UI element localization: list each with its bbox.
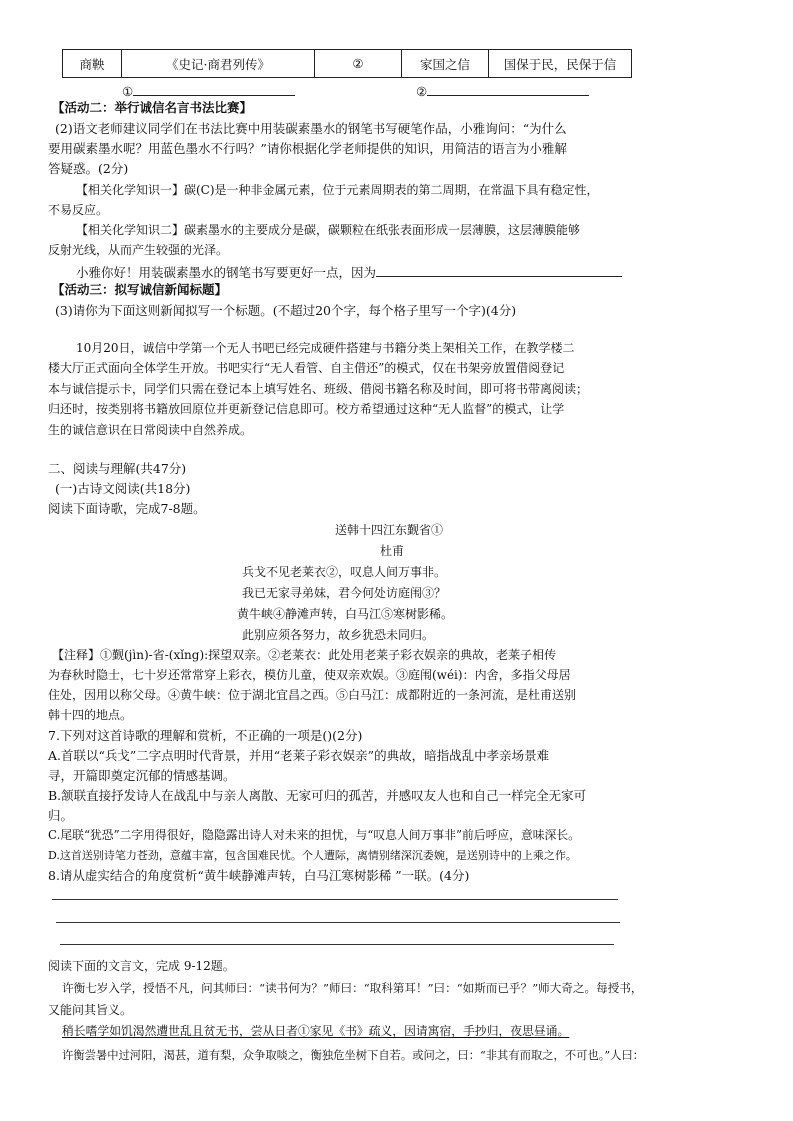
notes-line: 【注释】①觐(jìn)-省-(xǐng):探望双亲。②老莱衣：此处用老莱子彩衣娱亲的典故，老莱子相传: [52, 648, 557, 662]
q2-text: 答疑惑。(2分): [48, 161, 129, 176]
q7-option-d[interactable]: D.这首送别诗笔力苍劲，意蕴丰富，包含国难民忧。个人遭际，离情别绪深沉委婉，是送别诗中的上乘之作。: [48, 849, 577, 862]
prose-intro: 阅读下面的文言文，完成 9-12题。: [48, 959, 235, 973]
poem-line: 黄牛峡④静滩声转，白马江⑤寒树影稀。: [237, 607, 454, 621]
activity3-heading: 【活动三：拟写诚信新闻标题】: [52, 282, 228, 297]
q2-text: (2)语文老师建议同学们在书法比赛中用装碳素墨水的钢笔书写硬笔作品，小雅询问：“为什么: [55, 121, 567, 136]
news-line: 生的诚信意识在日常阅读中自然养成。: [48, 423, 253, 437]
blank-2[interactable]: [416, 83, 589, 99]
q7-text: 7.下列对这首诗歌的理解和赏析，不正确的一项是()(2分): [48, 728, 363, 743]
poem-title: 送韩十四江东觐省①: [335, 523, 444, 537]
notes-line: 为春秋时隐士，七十岁还常常穿上彩衣，模仿儿童，使双亲欢娱。③庭闱(wéi)：内舍，多指父母居: [48, 668, 571, 682]
knowledge-2: 【相关化学知识二】碳素墨水的主要成分是碳，碳颗粒在纸张表面形成一层薄膜，这层薄膜能够: [76, 223, 581, 237]
prose-underlined-sentence: 稍长嗜学如饥渴然遭世乱且贫无书，尝从日者①家见《书》疏义，因请寓宿，手抄归，夜思昼诵。: [62, 1024, 570, 1038]
table-cell: 国保于民，民保于信: [489, 50, 632, 78]
q7-option-c[interactable]: C.尾联“犹恐”二字用得很好，隐隐露出诗人对未来的担忧，与“叹息人间万事非”前后呼应，意味深长。: [48, 828, 580, 842]
poem-intro: 阅读下面诗歌，完成7-8题。: [48, 501, 206, 516]
section-heading: 二、阅读与理解(共47分): [48, 461, 187, 476]
table-cell: ②: [315, 50, 402, 78]
q2-text: 要用碳素墨水呢？用蓝色墨水不行吗？”请你根据化学老师提供的知识，用简洁的语言为小雅解: [48, 141, 567, 156]
info-table: [62, 49, 632, 78]
answer-rule[interactable]: [60, 944, 614, 945]
q7-option-a-cont: 寻，开篇即奠定沉郁的情感基调。: [48, 768, 236, 783]
subsection-heading: (一)古诗文阅读(共18分): [55, 481, 191, 496]
knowledge-1: 【相关化学知识一】碳(C)是一种非金属元素，位于元素周期表的第二周期，在常温下具有稳定性，: [76, 183, 599, 197]
q7-option-a[interactable]: A.首联以“兵戈”二字点明时代背景，并用“老莱子彩衣娱亲”的典故，暗指战乱中孝亲场景难: [48, 748, 550, 763]
news-line: 归还时，按类别将书籍放回原位并更新登记信息即可。校方希望通过这种“无人监督”的模式，让学: [48, 402, 565, 416]
answer-rule[interactable]: [56, 922, 620, 923]
blank-label: ②: [416, 84, 428, 99]
blank-label: ①: [122, 84, 134, 99]
notes-line: 韩十四的地点。: [48, 708, 133, 722]
table-cell: 家国之信: [402, 50, 489, 78]
prose-line: 又能问其旨义。: [48, 1003, 133, 1017]
poem-line: 我已无家寻弟妹，君今何处访庭闱③？: [242, 586, 447, 600]
news-line: 楼大厅正式面向全体学生开放。书吧实行“无人看管、自主借还”的模式，仅在书架旁放置借阅登记: [48, 361, 565, 375]
answer-rule[interactable]: [52, 899, 618, 900]
q8-text: 8.请从虚实结合的角度赏析“黄牛峡静滩声转，白马江寒树影稀 ”一联。(4分): [48, 868, 470, 883]
notes-line: 住处，因用以称父母。④黄牛峡：位于湖北宜昌之西。⑤白马江：成都附近的一条河流，是杜甫送别: [48, 688, 577, 702]
knowledge-2: 反射光线，从而产生较强的光泽。: [48, 243, 229, 257]
news-line: 10月20日，诚信中学第一个无人书吧已经完成硬件搭建与书籍分类上架相关工作，在教学楼二: [76, 341, 575, 355]
table-cell: 《史记·商君列传》: [122, 50, 315, 78]
poem-line: 此别应须各努力，故乡犹恐未同归。: [242, 628, 435, 642]
answer-prefix: 小雅你好！用装碳素墨水的钢笔书写要更好一点，因为: [76, 265, 377, 280]
table-row: [63, 50, 632, 78]
q7-option-b-cont: 归。: [48, 808, 74, 823]
activity2-heading: 【活动二：举行诚信名言书法比赛】: [52, 100, 253, 115]
answer-line[interactable]: [76, 264, 622, 280]
table-cell: 商鞅: [63, 50, 122, 78]
poem-author: 杜甫: [380, 544, 405, 558]
news-line: 本与诚信提示卡，同学们只需在登记本上填写姓名、班级、借阅书籍名称及时间，即可将书带离阅读；: [48, 382, 589, 396]
poem-line: 兵戈不见老莱衣②，叹息人间万事非。: [242, 565, 447, 579]
prose-line: 许衡尝暑中过河阳，渴甚，道有梨，众争取啖之，衡独危坐树下自若。或问之，曰：“非其有而取之，不可也。”人曰：: [62, 1049, 645, 1062]
q3-text: (3)请你为下面这则新闻拟写一个标题。(不超过20个字，每个格子里写一个字)(4分): [55, 303, 517, 318]
q7-option-b[interactable]: B.颔联直接抒发诗人在战乱中与亲人离散、无家可归的孤苦，并感叹友人也和自己一样完全无家可: [48, 788, 587, 803]
knowledge-1: 不易反应。: [48, 203, 109, 217]
blank-1[interactable]: [122, 83, 295, 99]
prose-line: 许衡七岁入学，授悟不凡，问其师曰：“读书何为？”师曰：“取科第耳！”曰：“如斯而已乎？”师大奇之。每授书，: [62, 981, 643, 995]
